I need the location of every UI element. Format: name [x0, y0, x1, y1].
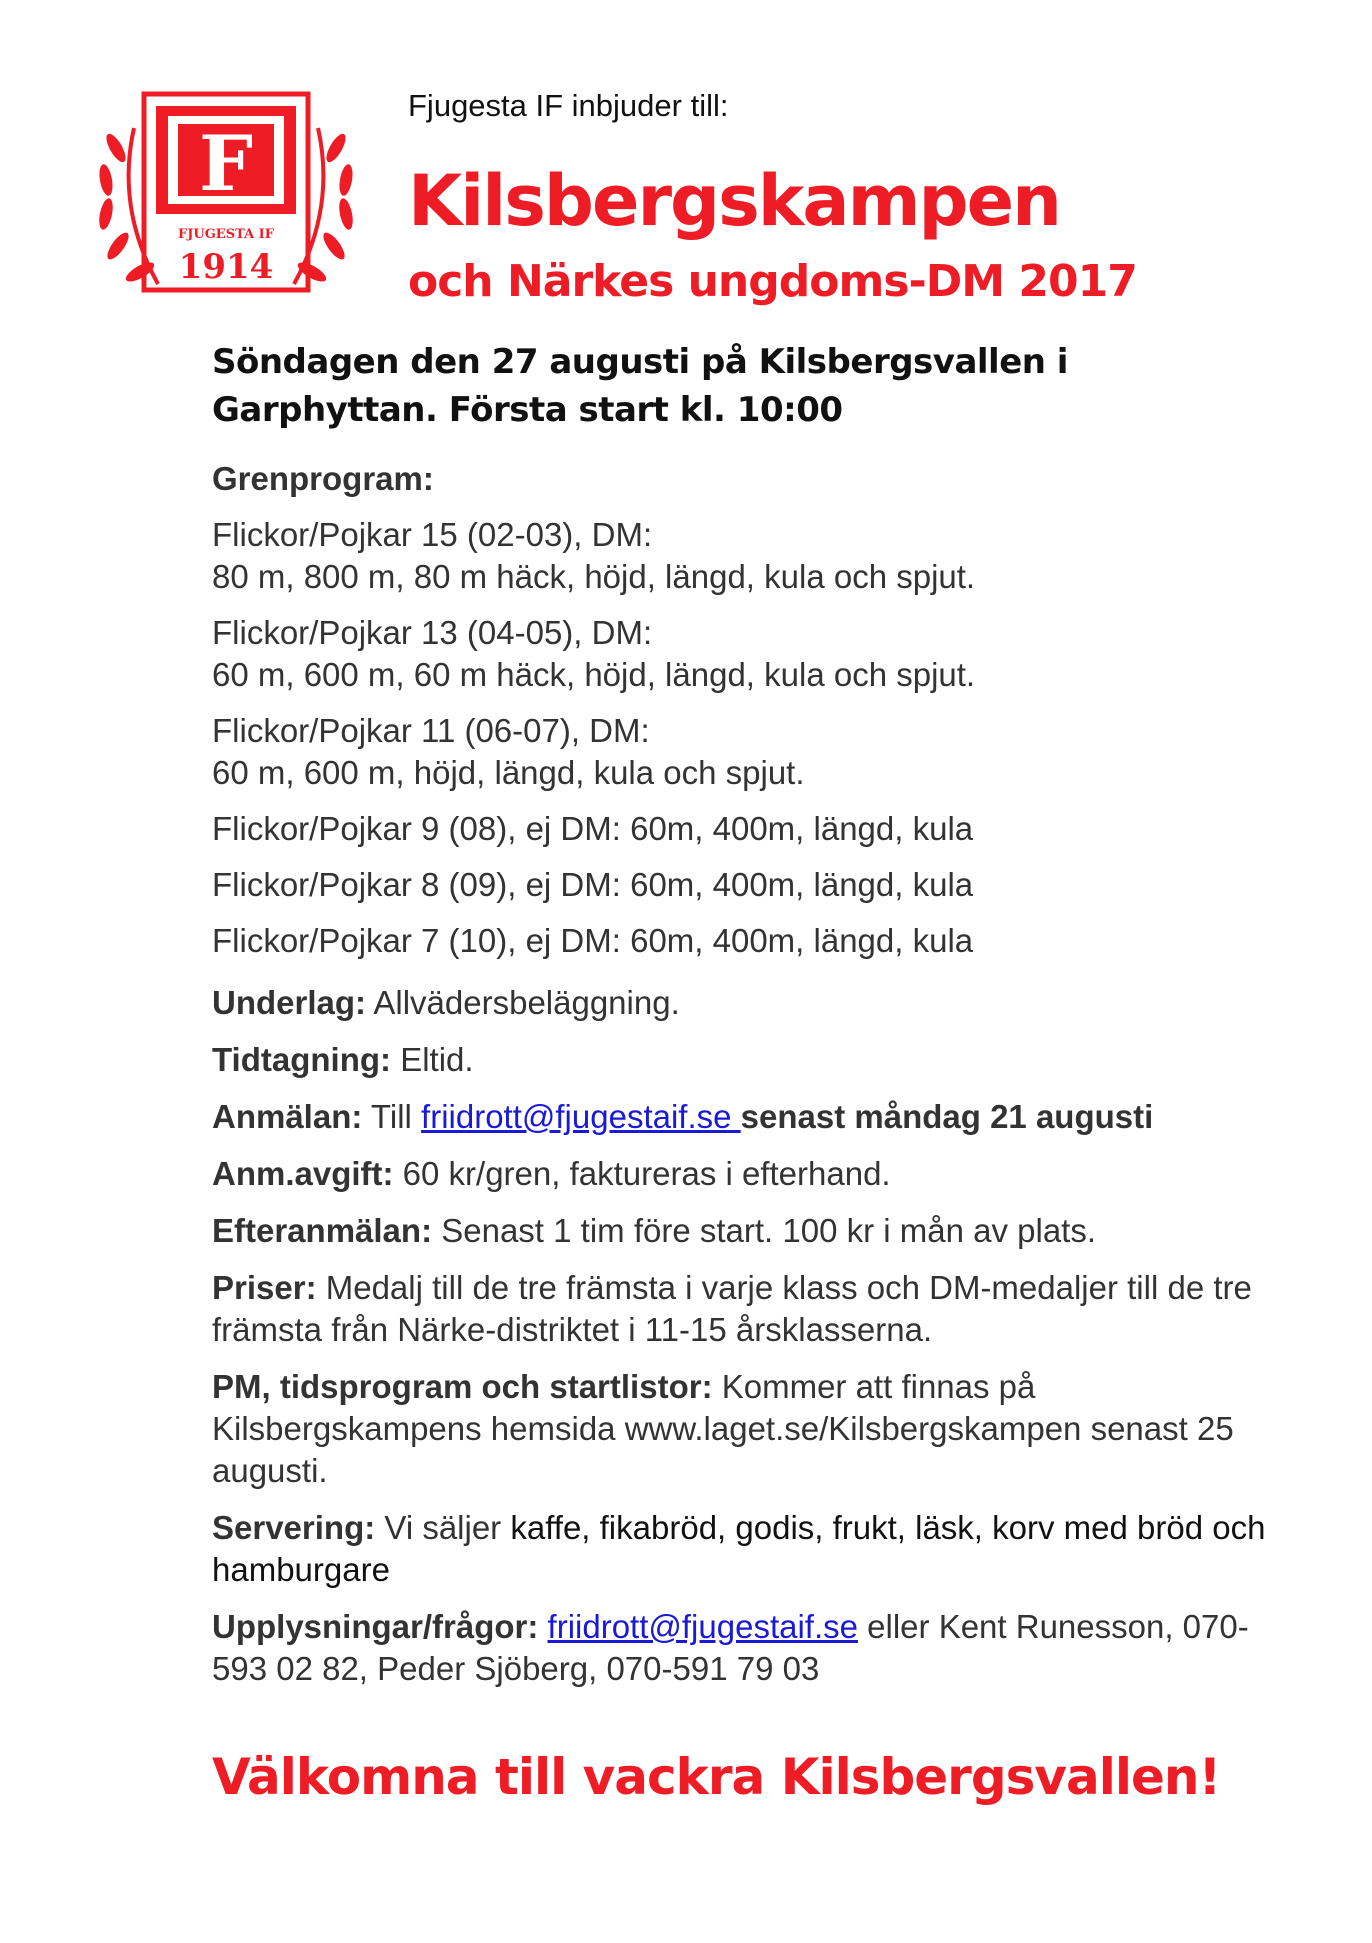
page-subtitle: och Närkes ungdoms-DM 2017 [408, 256, 1137, 307]
svg-text:FJUGESTA IF: FJUGESTA IF [177, 227, 275, 242]
info-text: Till [362, 1098, 422, 1135]
info-text: Eltid. [391, 1041, 474, 1078]
page-title: Kilsbergskampen [408, 160, 1060, 242]
category-events: 60 m, 600 m, 60 m häck, höjd, längd, kula och spjut. [212, 656, 976, 693]
program-category [212, 710, 1292, 794]
registration-deadline: senast måndag 21 augusti [740, 1098, 1154, 1135]
info-text: eller Kent Runesson, 070-593 02 82, Peder Sjöberg, 070-591 79 03 [212, 1608, 1249, 1687]
event-info [212, 982, 1292, 1705]
info-text: Medalj till de tre främsta i varje klass och DM-medaljer till de tre främsta från Närke-distriktet i 11-15 årsklasserna. [212, 1269, 1252, 1348]
info-surface [212, 982, 1292, 1024]
program-category: Flickor/Pojkar 7 (10), ej DM: 60m, 400m, längd, kula [212, 922, 974, 959]
club-logo [94, 88, 358, 300]
info-label: Upplysningar/frågor: [212, 1608, 539, 1645]
info-label: Servering: [212, 1509, 376, 1546]
info-pm [212, 1366, 1292, 1492]
info-label: Anm.avgift: [212, 1155, 394, 1192]
info-label: Efteranmälan: [212, 1212, 433, 1249]
category-events: 80 m, 800 m, 80 m häck, höjd, längd, kula och spjut. [212, 558, 976, 595]
info-text: Vi säljer [375, 1509, 511, 1546]
category-class: Flickor/Pojkar 11 (06-07), DM: [212, 712, 650, 749]
info-text: 60 kr/gren, faktureras i efterhand. [393, 1155, 891, 1192]
info-label: Tidtagning: [212, 1041, 392, 1078]
info-food [212, 1507, 1292, 1591]
info-timing [212, 1039, 1292, 1081]
info-text: Senast 1 tim före start. 100 kr i mån av plats. [432, 1212, 1097, 1249]
info-text: Allvädersbeläggning. [366, 984, 680, 1021]
contact-email-link[interactable]: friidrott@fjugestaif.se [547, 1608, 858, 1645]
info-fee [212, 1153, 1292, 1195]
info-text: Kommer att finnas på Kilsbergskampens hemsida www.laget.se/Kilsbergskampen senast 25 augusti. [212, 1368, 1234, 1489]
info-prizes [212, 1267, 1292, 1351]
welcome-message: Välkomna till vackra Kilsbergsvallen! [212, 1748, 1221, 1806]
program-heading: Grenprogram: [212, 460, 434, 497]
program-category [212, 514, 1292, 598]
program-category [212, 612, 1292, 696]
category-class: Flickor/Pojkar 13 (04-05), DM: [212, 614, 653, 651]
fjugesta-if-club-crest-icon [94, 88, 358, 300]
svg-text:1914: 1914 [178, 247, 274, 287]
info-label: PM, tidsprogram och startlistor: [212, 1368, 713, 1405]
info-label: Priser: [212, 1269, 317, 1306]
event-program [212, 458, 1292, 962]
category-events: 60 m, 600 m, höjd, längd, kula och spjut. [212, 754, 805, 791]
date-venue-line: Söndagen den 27 augusti på Kilsbergsvallen i Garphyttan. Första start kl. 10:00 [212, 342, 1068, 430]
info-text [538, 1608, 547, 1645]
info-contact [212, 1606, 1292, 1690]
info-label: Anmälan: [212, 1098, 363, 1135]
food-items: kaffe, fikabröd, godis, frukt, läsk, korv med bröd och hamburgare [212, 1509, 1266, 1588]
info-registration [212, 1096, 1292, 1138]
program-category: Flickor/Pojkar 8 (09), ej DM: 60m, 400m, längd, kula [212, 866, 974, 903]
invite-line: Fjugesta IF inbjuder till: [408, 88, 729, 123]
program-category: Flickor/Pojkar 9 (08), ej DM: 60m, 400m, längd, kula [212, 810, 974, 847]
info-label: Underlag: [212, 984, 367, 1021]
info-late-registration [212, 1210, 1292, 1252]
category-class: Flickor/Pojkar 15 (02-03), DM: [212, 516, 653, 553]
svg-text:F: F [199, 119, 253, 208]
registration-email-link[interactable]: friidrott@fjugestaif.se [421, 1098, 741, 1135]
